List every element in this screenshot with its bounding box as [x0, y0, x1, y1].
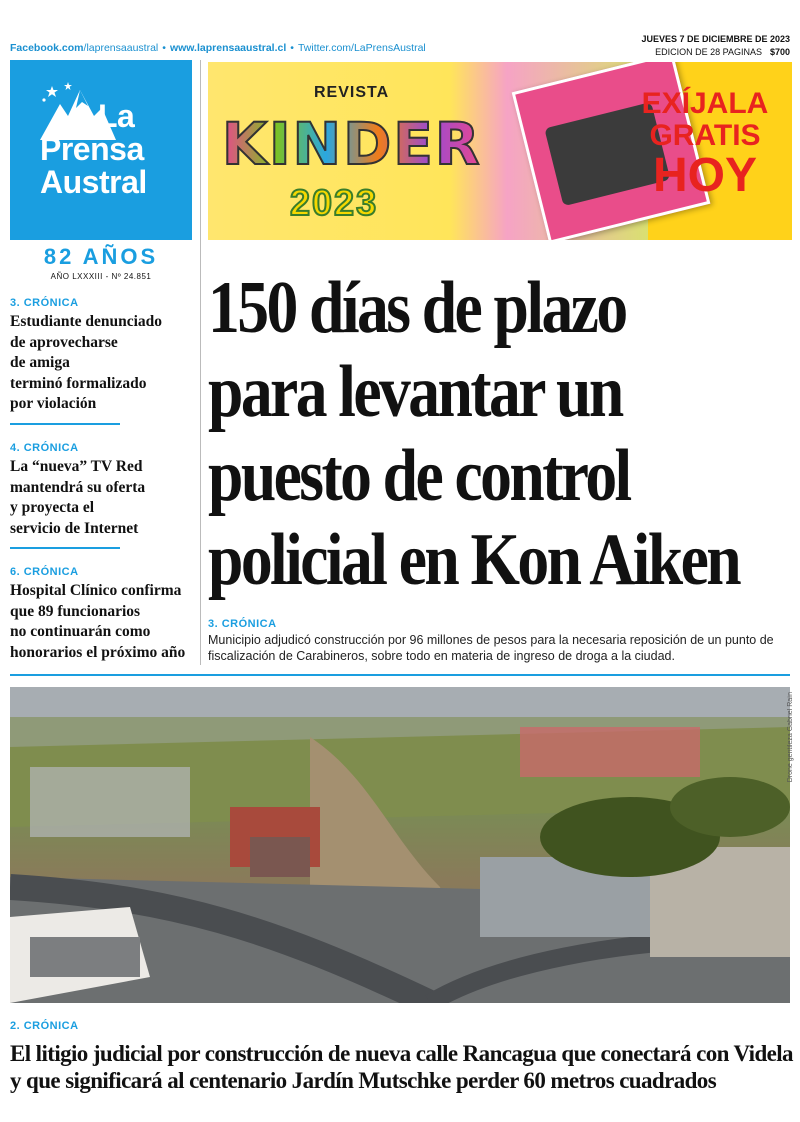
aerial-photo-illustration: [10, 687, 790, 1003]
logo-line-3: Austral: [40, 164, 147, 200]
facebook-link[interactable]: Facebook.com/laprensaaustral: [10, 42, 159, 54]
ad-cta-line-2: GRATIS: [649, 118, 761, 152]
teaser-section: 3. CRÓNICA: [10, 297, 79, 309]
bottom-story-headline[interactable]: El litigio judicial por construcción de nueva calle Rancagua que conectará con Videla y que significará al centenario Jardín Mutschke perder 60 metros cuadrados: [10, 1041, 793, 1093]
teaser-headline[interactable]: Estudiante denunciado de aprovecharse de amiga terminó formalizado por violación: [10, 313, 163, 412]
logo-line-1: La: [98, 98, 135, 134]
teaser-headline[interactable]: Hospital Clínico confirma que 89 funcionarios no continuarán como honorarios el próximo año: [10, 582, 186, 661]
ad-revista-label: REVISTA: [314, 84, 390, 101]
dateline: [641, 33, 790, 59]
kinder-ad-banner[interactable]: [208, 62, 792, 240]
edition-pages: EDICION DE 28 PAGINAS: [655, 47, 762, 57]
main-story-lead: Municipio adjudicó construcción por 96 millones de pesos para la necesaria reposición de un punto de fiscalización de Carabineros, sobre todo en materia de ingreso de droga a la ciudad.: [208, 633, 774, 663]
masthead-logo: [10, 60, 192, 240]
ad-cta-line-1: EXÍJALA: [641, 87, 769, 120]
main-story-section: 3. CRÓNICA: [208, 618, 277, 630]
ad-year: 2023: [290, 182, 379, 223]
teaser[interactable]: [10, 442, 190, 549]
logo-line-2: Prensa: [40, 131, 144, 167]
teaser[interactable]: [10, 297, 190, 425]
teaser-headline[interactable]: La “nueva” TV Red mantendrá su oferta y proyecta el servicio de Internet: [10, 458, 146, 537]
ad-call-to-action: [630, 88, 780, 201]
issue-number: AÑO LXXXIII - Nº 24.851: [50, 272, 152, 281]
teaser[interactable]: [10, 566, 190, 663]
aerial-photo[interactable]: [10, 687, 790, 1003]
divider: [10, 547, 120, 549]
teaser-section: 4. CRÓNICA: [10, 442, 79, 454]
column-divider: [200, 60, 201, 665]
bottom-story-section: 2. CRÓNICA: [10, 1020, 79, 1032]
section-divider: [10, 674, 790, 676]
social-links: Facebook.com/laprensaaustral • www.laprensaaustral.cl • Twitter.com/LaPrensAustral: [10, 42, 426, 54]
edition-date: JUEVES 7 DE DICIEMBRE DE 2023: [641, 34, 790, 44]
edition-price: $700: [769, 47, 790, 57]
ad-artwork: [208, 62, 648, 240]
divider: [10, 423, 120, 425]
photo-credit: Drone gentileza Gabriel Raín: [787, 692, 794, 783]
teaser-section: 6. CRÓNICA: [10, 566, 79, 578]
twitter-link[interactable]: Twitter.com/LaPrensAustral: [297, 42, 426, 54]
ad-kinder-title: KINDER: [222, 110, 482, 178]
main-headline[interactable]: 150 días de plazo para levantar un puesto de control policial en Kon Aiken: [208, 267, 740, 601]
anniversary: 82 AÑOS: [43, 244, 159, 269]
website-link[interactable]: www.laprensaaustral.cl: [169, 42, 287, 54]
ad-cta-line-3: HOY: [652, 149, 757, 202]
